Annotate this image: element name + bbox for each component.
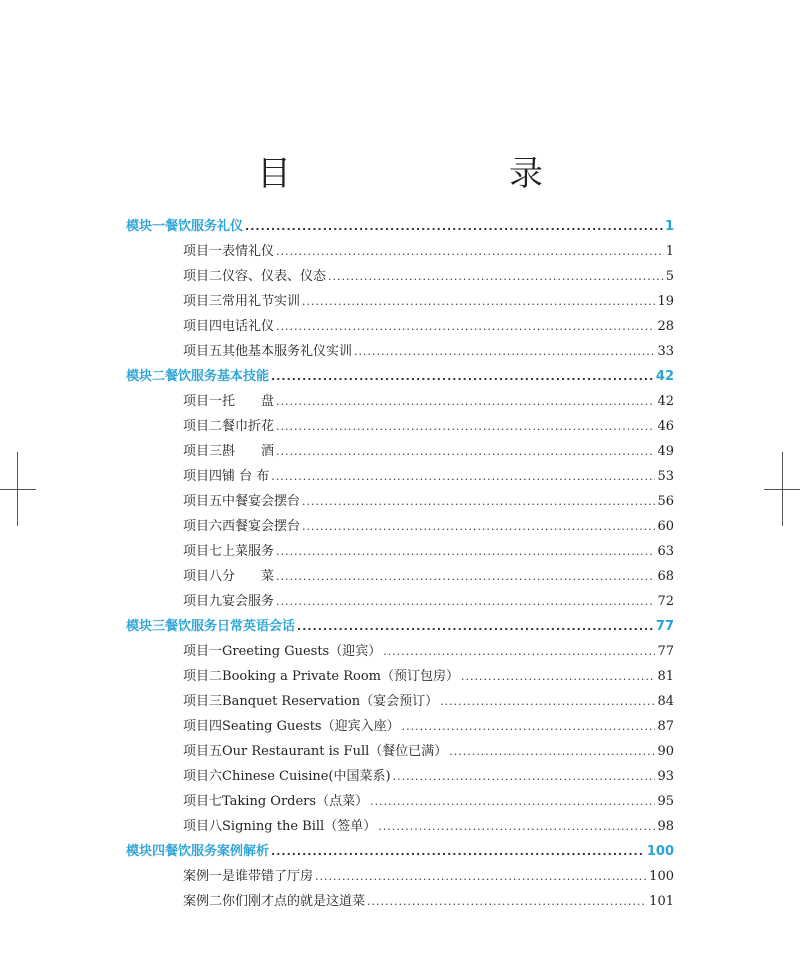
item-page-number: 33 xyxy=(657,344,674,359)
item-number: 项目三 xyxy=(183,694,223,709)
module-title: 餐饮服务礼仪 xyxy=(165,219,244,234)
item-page-number: 90 xyxy=(657,744,674,759)
item-page-number: 28 xyxy=(657,319,674,334)
dot-leader xyxy=(367,889,647,914)
module-number: 模块三 xyxy=(126,619,166,634)
item-title: 托 盘 xyxy=(222,394,275,409)
item-number: 项目九 xyxy=(183,594,223,609)
item-page-number: 68 xyxy=(657,569,674,584)
dot-leader xyxy=(302,514,655,539)
item-page-number: 53 xyxy=(657,469,674,484)
module-number: 模块一 xyxy=(126,219,166,234)
item-number: 项目五 xyxy=(183,494,223,509)
item-number: 项目四 xyxy=(183,319,223,334)
dot-leader xyxy=(276,414,655,439)
module-title: 餐饮服务案例解析 xyxy=(165,844,270,859)
dot-leader xyxy=(276,439,655,464)
item-title: Seating Guests（迎宾入座） xyxy=(222,719,400,734)
item-title: 餐巾折花 xyxy=(222,419,275,434)
crop-mark-right-horizontal xyxy=(764,489,800,490)
item-page-number: 100 xyxy=(649,869,674,884)
dot-leader xyxy=(276,539,655,564)
dot-leader xyxy=(276,314,655,339)
item-number: 项目五 xyxy=(183,744,223,759)
item-page-number: 95 xyxy=(657,794,674,809)
item-page-number: 19 xyxy=(657,294,674,309)
item-page-number: 1 xyxy=(665,244,674,259)
module-number: 模块四 xyxy=(126,844,166,859)
dot-leader xyxy=(393,764,656,789)
item-title: 常用礼节实训 xyxy=(222,294,301,309)
item-title: Booking a Private Room（预订包房） xyxy=(222,669,459,684)
toc-item-row[interactable] xyxy=(126,514,674,539)
item-page-number: 84 xyxy=(657,694,674,709)
item-title: Our Restaurant is Full（餐位已满） xyxy=(222,744,448,759)
item-page-number: 49 xyxy=(657,444,674,459)
dot-leader xyxy=(297,614,654,639)
item-title: 仪容、仪表、仪态 xyxy=(222,269,327,284)
item-title: 中餐宴会摆台 xyxy=(222,494,301,509)
toc-item-row[interactable] xyxy=(126,814,674,839)
toc-item-row[interactable] xyxy=(126,264,674,289)
toc-item-row[interactable] xyxy=(126,889,674,914)
dot-leader xyxy=(378,814,655,839)
dot-leader xyxy=(271,364,654,389)
module-page-number: 100 xyxy=(646,844,674,859)
toc-item-row[interactable] xyxy=(126,339,674,364)
toc-item-row[interactable] xyxy=(126,389,674,414)
toc-item-row[interactable] xyxy=(126,639,674,664)
item-page-number: 60 xyxy=(657,519,674,534)
module-page-number: 77 xyxy=(655,619,674,634)
item-number: 项目三 xyxy=(183,294,223,309)
item-number: 项目八 xyxy=(183,819,223,834)
item-title: Signing the Bill（签单） xyxy=(222,819,377,834)
dot-leader xyxy=(276,389,655,414)
dot-leader xyxy=(370,789,655,814)
toc-item-row[interactable] xyxy=(126,239,674,264)
item-page-number: 72 xyxy=(657,594,674,609)
toc-item-row[interactable] xyxy=(126,489,674,514)
module-page-number: 1 xyxy=(664,219,674,234)
item-title: 宴会服务 xyxy=(222,594,275,609)
item-page-number: 93 xyxy=(657,769,674,784)
item-page-number: 77 xyxy=(657,644,674,659)
item-title: 电话礼仪 xyxy=(222,319,275,334)
page-title: 目 录 xyxy=(257,154,593,194)
item-number: 项目二 xyxy=(183,269,223,284)
dot-leader xyxy=(440,689,655,714)
item-number: 项目二 xyxy=(183,419,223,434)
item-title: Greeting Guests（迎宾） xyxy=(222,644,382,659)
item-number: 项目六 xyxy=(183,769,223,784)
module-title: 餐饮服务基本技能 xyxy=(165,369,270,384)
toc-item-row[interactable] xyxy=(126,314,674,339)
item-number: 案例二 xyxy=(183,894,223,909)
item-number: 项目七 xyxy=(183,794,223,809)
dot-leader xyxy=(328,264,664,289)
module-title: 餐饮服务日常英语会话 xyxy=(165,619,296,634)
item-number: 项目一 xyxy=(183,394,223,409)
crop-mark-left-horizontal xyxy=(0,489,36,490)
dot-leader xyxy=(315,864,647,889)
item-page-number: 101 xyxy=(649,894,674,909)
item-number: 项目一 xyxy=(183,244,223,259)
item-page-number: 98 xyxy=(657,819,674,834)
item-number: 项目五 xyxy=(183,344,223,359)
toc-module-row[interactable] xyxy=(126,214,674,239)
item-page-number: 63 xyxy=(657,544,674,559)
item-title: 是谁带错了厅房 xyxy=(222,869,314,884)
item-title: 西餐宴会摆台 xyxy=(222,519,301,534)
item-title: Taking Orders（点菜） xyxy=(222,794,369,809)
toc-item-row[interactable] xyxy=(126,864,674,889)
item-title: 上菜服务 xyxy=(222,544,275,559)
toc-item-row[interactable] xyxy=(126,539,674,564)
dot-leader xyxy=(402,714,656,739)
toc-item-row[interactable] xyxy=(126,289,674,314)
toc-item-row[interactable] xyxy=(126,689,674,714)
item-number: 项目一 xyxy=(183,644,223,659)
dot-leader xyxy=(245,214,663,239)
item-title: 分 菜 xyxy=(222,569,275,584)
item-number: 项目六 xyxy=(183,519,223,534)
item-number: 项目八 xyxy=(183,569,223,584)
table-of-contents xyxy=(126,214,674,914)
dot-leader xyxy=(449,739,655,764)
item-title: 其他基本服务礼仪实训 xyxy=(222,344,353,359)
item-page-number: 87 xyxy=(657,719,674,734)
toc-module-row[interactable] xyxy=(126,839,674,864)
toc-item-row[interactable] xyxy=(126,664,674,689)
item-page-number: 42 xyxy=(657,394,674,409)
dot-leader xyxy=(271,839,645,864)
item-number: 项目七 xyxy=(183,544,223,559)
toc-item-row[interactable] xyxy=(126,414,674,439)
dot-leader xyxy=(276,564,655,589)
dot-leader xyxy=(276,239,664,264)
dot-leader xyxy=(461,664,655,689)
toc-item-row[interactable] xyxy=(126,739,674,764)
dot-leader xyxy=(276,589,655,614)
toc-item-row[interactable] xyxy=(126,564,674,589)
item-number: 项目二 xyxy=(183,669,223,684)
item-page-number: 81 xyxy=(657,669,674,684)
dot-leader xyxy=(271,464,655,489)
item-number: 项目三 xyxy=(183,444,223,459)
toc-item-row[interactable] xyxy=(126,714,674,739)
item-title: Chinese Cuisine(中国菜系) xyxy=(222,769,391,784)
item-page-number: 46 xyxy=(657,419,674,434)
dot-leader xyxy=(302,489,655,514)
toc-item-row[interactable] xyxy=(126,764,674,789)
item-page-number: 5 xyxy=(665,269,674,284)
dot-leader xyxy=(354,339,655,364)
item-title: 铺 台 布 xyxy=(222,469,270,484)
item-page-number: 56 xyxy=(657,494,674,509)
module-page-number: 42 xyxy=(655,369,674,384)
dot-leader xyxy=(383,639,655,664)
toc-item-row[interactable] xyxy=(126,439,674,464)
item-number: 案例一 xyxy=(183,869,223,884)
item-number: 项目四 xyxy=(183,469,223,484)
item-title: 斟 酒 xyxy=(222,444,275,459)
item-number: 项目四 xyxy=(183,719,223,734)
item-title: Banquet Reservation（宴会预订） xyxy=(222,694,439,709)
dot-leader xyxy=(302,289,655,314)
toc-item-row[interactable] xyxy=(126,589,674,614)
toc-module-row[interactable] xyxy=(126,364,674,389)
item-title: 你们刚才点的就是这道菜 xyxy=(222,894,366,909)
toc-item-row[interactable] xyxy=(126,789,674,814)
module-number: 模块二 xyxy=(126,369,166,384)
item-title: 表情礼仪 xyxy=(222,244,275,259)
toc-module-row[interactable] xyxy=(126,614,674,639)
toc-item-row[interactable] xyxy=(126,464,674,489)
